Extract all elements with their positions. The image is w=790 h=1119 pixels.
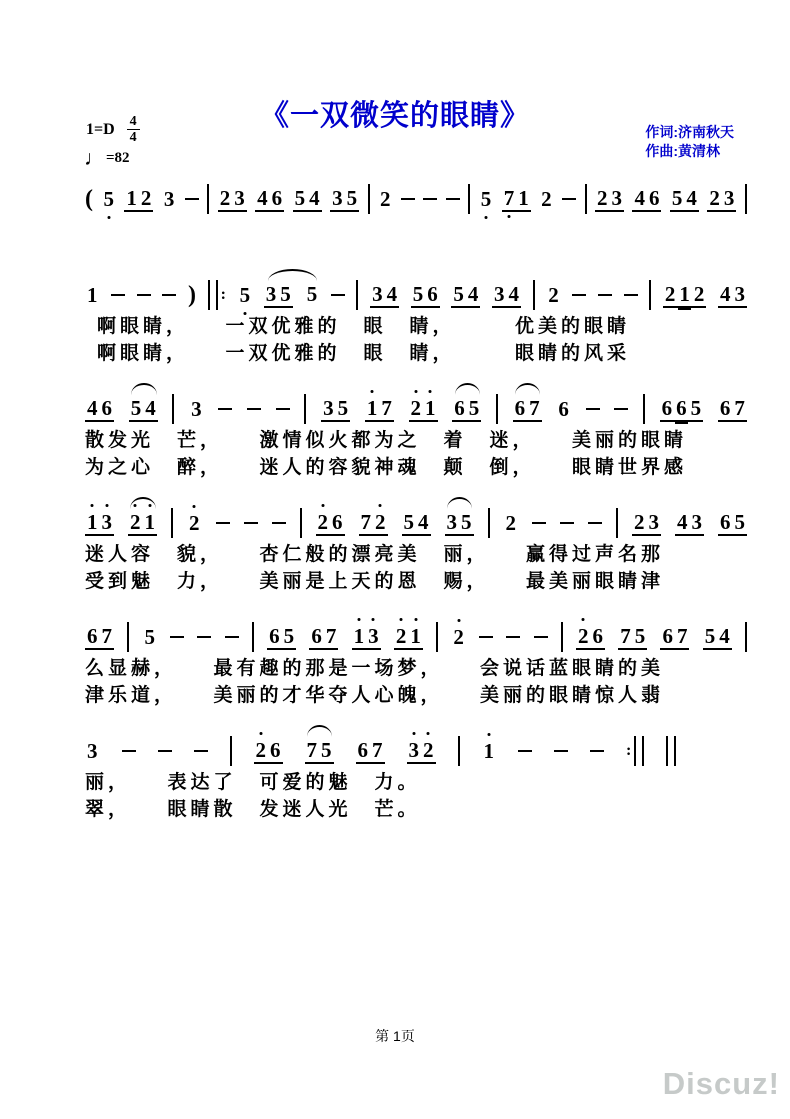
note: 3: [408, 738, 419, 762]
note: 1: [87, 283, 98, 307]
slur-group: [264, 282, 320, 308]
beam-group: [660, 396, 704, 422]
note: 6: [558, 397, 569, 421]
beam-group: [293, 186, 322, 212]
note: 4: [508, 282, 519, 306]
beam-group: [409, 396, 438, 422]
beam-group: [675, 510, 704, 536]
barline: [127, 622, 129, 652]
note: 6: [661, 396, 673, 420]
beam-group: [352, 624, 381, 650]
note: 4: [386, 282, 398, 306]
lyrics-line: 么显赫， 最有趣的那是一场梦， 会说话蓝眼睛的美: [85, 658, 665, 679]
barline: [496, 394, 498, 424]
beam-group: [218, 186, 247, 212]
double-bar: [634, 736, 644, 766]
beam-group: [316, 510, 345, 536]
note: 3: [648, 510, 659, 534]
note: 2: [541, 187, 552, 211]
note: 4: [418, 510, 429, 534]
barline: [643, 394, 645, 424]
barline: [458, 736, 460, 766]
note: 6: [454, 396, 465, 420]
barline: [230, 736, 232, 766]
lyrics-line: 丽， 表达了 可爱的魅 力。: [85, 772, 421, 793]
lyrics-line: 散发光 芒， 激情似火都为之 着 迷， 美丽的眼睛: [85, 430, 688, 451]
note: 5: [346, 186, 358, 210]
beam-group: [707, 186, 736, 212]
note: 5: [294, 186, 306, 210]
note: 3: [265, 282, 277, 306]
beam-group: [595, 186, 624, 212]
duration-dash: [624, 294, 638, 296]
beam-group: [718, 510, 747, 536]
beam-group: [407, 738, 436, 764]
note: 4: [309, 186, 320, 210]
note: 1: [126, 186, 137, 210]
note: 2: [140, 186, 152, 210]
beam-group: [394, 624, 423, 650]
system-2: [85, 277, 747, 367]
slur-group: [128, 510, 157, 536]
beam-group: [502, 186, 531, 212]
note: 2: [577, 624, 589, 648]
barline: [356, 280, 358, 310]
note: 7: [529, 396, 540, 420]
discuz-watermark: Discuz!: [662, 1066, 780, 1101]
note: 6: [271, 186, 283, 210]
beam-group: [264, 282, 293, 308]
lyrics-line: 翠， 眼睛散 发迷人光 芒。: [85, 799, 421, 820]
note: 4: [719, 624, 730, 648]
duration-dash: [158, 750, 172, 752]
beam-group: [513, 396, 542, 422]
final-barline: [666, 736, 676, 766]
note: 1: [425, 396, 436, 420]
note: 4: [686, 186, 697, 210]
note: 6: [648, 186, 660, 210]
duration-dash: [562, 198, 576, 200]
note: 3: [723, 186, 735, 210]
beam-group: [85, 624, 114, 650]
notation-line: [85, 505, 747, 541]
note: 1: [679, 282, 690, 306]
barline: [745, 184, 747, 214]
note: 5: [671, 186, 683, 210]
barline: [616, 508, 618, 538]
credits: [645, 123, 734, 161]
barline: [207, 184, 209, 214]
note: 7: [306, 738, 317, 762]
beam-group: [309, 624, 338, 650]
open-paren: (: [85, 186, 93, 212]
note: 2: [634, 510, 645, 534]
beam-group: [356, 738, 385, 764]
note: 3: [691, 510, 702, 534]
beam-group: [452, 396, 481, 422]
note: 5: [734, 510, 745, 534]
duration-dash: [194, 750, 208, 752]
note: 2: [453, 625, 464, 649]
beam-group: [663, 282, 707, 308]
note: 7: [101, 624, 112, 648]
notation-line: [85, 733, 747, 769]
note: 5: [690, 396, 702, 420]
duration-dash: [590, 750, 604, 752]
duration-dash: [423, 198, 437, 200]
quarter-note-icon: ♩: [84, 146, 105, 170]
beam-group: [632, 510, 661, 536]
barline: [468, 184, 470, 214]
note: 7: [620, 624, 631, 648]
slur-group: [129, 396, 158, 422]
duration-dash: [170, 636, 184, 638]
note: 5: [280, 282, 291, 306]
notation-line: [85, 619, 747, 655]
slur-group: [452, 396, 481, 422]
notation-line: [85, 391, 747, 427]
beam-group: [670, 186, 699, 212]
note: 2: [375, 510, 386, 534]
note: 2: [379, 187, 391, 211]
note: 7: [676, 624, 688, 648]
duration-dash: [122, 750, 136, 752]
duration-dash: [111, 294, 125, 296]
barline: [368, 184, 370, 214]
duration-dash: [518, 750, 532, 752]
tempo-value: =82: [106, 149, 130, 166]
duration-dash: [401, 198, 415, 200]
duration-dash: [244, 522, 258, 524]
beam-group: [718, 396, 747, 422]
beam-group: [128, 510, 157, 536]
lyrics-line: 受到魅 力， 美丽是上天的恩 赐， 最美丽眼睛津: [85, 571, 665, 592]
page-number: 第 1页: [375, 1028, 415, 1044]
note: 6: [311, 624, 322, 648]
note: 5: [306, 282, 318, 306]
slur-group: [445, 510, 474, 536]
note: 4: [87, 396, 98, 420]
barline: [172, 394, 174, 424]
duration-dash: [162, 294, 176, 296]
note: 7: [360, 510, 371, 534]
duration-dash: [185, 198, 199, 200]
note: 7: [381, 396, 392, 420]
note: 4: [634, 186, 645, 210]
note: 6: [332, 510, 343, 534]
barline: [436, 622, 438, 652]
barline: [304, 394, 306, 424]
system-4: [85, 505, 747, 595]
system-3: [85, 391, 747, 481]
note: 1: [366, 396, 378, 420]
note: 3: [332, 186, 343, 210]
note: 3: [446, 510, 457, 534]
double-bar: [208, 280, 218, 310]
duration-dash: [588, 522, 602, 524]
note: 6: [720, 510, 731, 534]
beam-group: [305, 738, 334, 764]
beam-group: [267, 624, 296, 650]
repeat-begin-sign: [208, 280, 226, 310]
duration-dash: [276, 408, 290, 410]
duration-dash: [137, 294, 151, 296]
tempo-marking: [84, 146, 130, 170]
note: 7: [325, 624, 337, 648]
note: 6: [427, 282, 438, 306]
lyrics-line: 啊眼睛， 一双优雅的 眼 睛， 优美的眼睛: [97, 316, 631, 337]
note: 6: [87, 624, 98, 648]
note: 2: [219, 186, 231, 210]
note: 5: [704, 624, 716, 648]
lyrics-line: 迷人容 貌， 杏仁般的漂亮美 丽， 赢得过声名那: [85, 544, 665, 565]
note: 3: [323, 396, 334, 420]
note: 6: [514, 396, 526, 420]
note: 3: [368, 624, 379, 648]
duration-dash: [216, 522, 230, 524]
note: 7: [372, 738, 383, 762]
slur-group: [305, 738, 334, 764]
note: 7: [503, 186, 515, 210]
beam-group: [370, 282, 399, 308]
note: 3: [87, 739, 98, 763]
duration-dash: [554, 750, 568, 752]
beam-group: [576, 624, 605, 650]
notation-line: [85, 181, 747, 217]
lyrics-line: 啊眼睛， 一双优雅的 眼 睛， 眼睛的风采: [97, 343, 631, 364]
note: 5: [337, 396, 349, 420]
note: 6: [357, 738, 368, 762]
note: 5: [321, 738, 332, 762]
note: 6: [592, 624, 603, 648]
note: 1: [87, 510, 98, 534]
beam-group: [660, 624, 689, 650]
note: 2: [548, 283, 559, 307]
note: 2: [395, 624, 407, 648]
barline: [252, 622, 254, 652]
time-signature: [127, 114, 140, 145]
note: 7: [734, 396, 745, 420]
beam-group: [632, 186, 661, 212]
note: 3: [234, 186, 245, 210]
beam-group: [359, 510, 388, 536]
note: 5: [144, 625, 155, 649]
duration-dash: [614, 408, 628, 410]
time-signature-denominator: 4: [129, 130, 137, 145]
system-6: [85, 733, 747, 823]
duration-dash: [272, 522, 286, 524]
note: 2: [709, 186, 720, 210]
note: 4: [257, 186, 268, 210]
duration-dash: [331, 294, 345, 296]
double-bar: [666, 736, 676, 766]
notation-line: [85, 277, 747, 313]
note: 2: [255, 738, 266, 762]
note: 2: [410, 396, 422, 420]
duration-dash: [479, 636, 493, 638]
note: 3: [101, 510, 112, 534]
beam-group: [85, 396, 114, 422]
note: 6: [719, 396, 731, 420]
beam-group: [411, 282, 440, 308]
time-signature-numerator: 4: [127, 114, 140, 130]
note: 2: [664, 282, 676, 306]
close-paren: ): [188, 282, 196, 308]
note: 5: [480, 187, 492, 211]
beam-group: [254, 738, 283, 764]
note: 5: [403, 510, 414, 534]
lyrics-line: 津乐道， 美丽的才华夺人心魄， 美丽的眼睛惊人翡: [85, 685, 665, 706]
note: 5: [283, 624, 295, 648]
note: 3: [163, 187, 175, 211]
note: 4: [719, 282, 731, 306]
note: 6: [101, 396, 112, 420]
lyricist-credit: 作词:济南秋天: [645, 124, 734, 140]
note: 1: [483, 739, 494, 763]
barline: [300, 508, 302, 538]
note: 3: [611, 186, 623, 210]
note: 5: [412, 282, 424, 306]
note: 5: [634, 624, 646, 648]
beam-group: [451, 282, 480, 308]
note: 2: [693, 282, 705, 306]
beam-group: [365, 396, 394, 422]
note: 6: [270, 738, 281, 762]
barline: [533, 280, 535, 310]
duration-dash: [598, 294, 612, 296]
barline: [745, 622, 747, 652]
note: 5: [103, 187, 114, 211]
note: 2: [317, 510, 328, 534]
duration-dash: [572, 294, 586, 296]
beam-group: [718, 282, 747, 308]
beam-group: [703, 624, 732, 650]
repeat-dots: :: [220, 286, 226, 303]
barline: [171, 508, 173, 538]
duration-dash: [532, 522, 546, 524]
note: 3: [734, 282, 745, 306]
key-time-signature: [86, 114, 140, 145]
duration-dash: [534, 636, 548, 638]
duration-dash: [218, 408, 232, 410]
repeat-end-sign: [626, 736, 644, 766]
lyrics-line: 为之心 醉， 迷人的容貌神魂 颠 倒， 眼睛世界感: [85, 457, 688, 478]
barline: [561, 622, 563, 652]
note: 2: [423, 738, 434, 762]
note: 4: [677, 510, 688, 534]
note: 5: [130, 396, 142, 420]
note: 2: [505, 511, 516, 535]
duration-dash: [560, 522, 574, 524]
note: 6: [269, 624, 280, 648]
note: 5: [461, 510, 472, 534]
duration-dash: [247, 408, 261, 410]
duration-dash: [506, 636, 520, 638]
note: 3: [191, 397, 202, 421]
note: 2: [189, 511, 200, 535]
beam-group: [618, 624, 647, 650]
duration-dash: [225, 636, 239, 638]
beam-group: [402, 510, 431, 536]
note: 1: [410, 624, 421, 648]
duration-dash: [446, 198, 460, 200]
beam-group: [330, 186, 359, 212]
note: 2: [597, 186, 608, 210]
duration-dash: [586, 408, 600, 410]
note: 1: [144, 510, 155, 534]
beam-group: [85, 510, 114, 536]
beam-group: [321, 396, 350, 422]
beam-group: [445, 510, 474, 536]
note: 5: [468, 396, 480, 420]
note: 3: [372, 282, 383, 306]
note: 4: [467, 282, 479, 306]
duration-dash: [197, 636, 211, 638]
beam-group: [255, 186, 284, 212]
note: 3: [493, 282, 505, 306]
song-title: 《一双微笑的眼睛》: [259, 100, 530, 132]
barline: [649, 280, 651, 310]
barline: [488, 508, 490, 538]
repeat-dots: :: [626, 742, 632, 759]
note: 1: [353, 624, 365, 648]
system-5: [85, 619, 747, 709]
slur-group: [513, 396, 542, 422]
note: 5: [453, 282, 464, 306]
note: 5: [239, 283, 251, 307]
beam-group: [129, 396, 158, 422]
note: 6: [676, 396, 687, 420]
barline: [585, 184, 587, 214]
key-signature: 1=D: [86, 120, 115, 138]
system-1: [85, 181, 747, 217]
note: 1: [518, 186, 529, 210]
note: 6: [662, 624, 673, 648]
beam-group: [124, 186, 153, 212]
score-body: [85, 181, 747, 847]
note: 4: [145, 396, 156, 420]
beam-group: [492, 282, 521, 308]
composer-credit: 作曲:黄清林: [645, 143, 720, 159]
note: 2: [130, 510, 141, 534]
